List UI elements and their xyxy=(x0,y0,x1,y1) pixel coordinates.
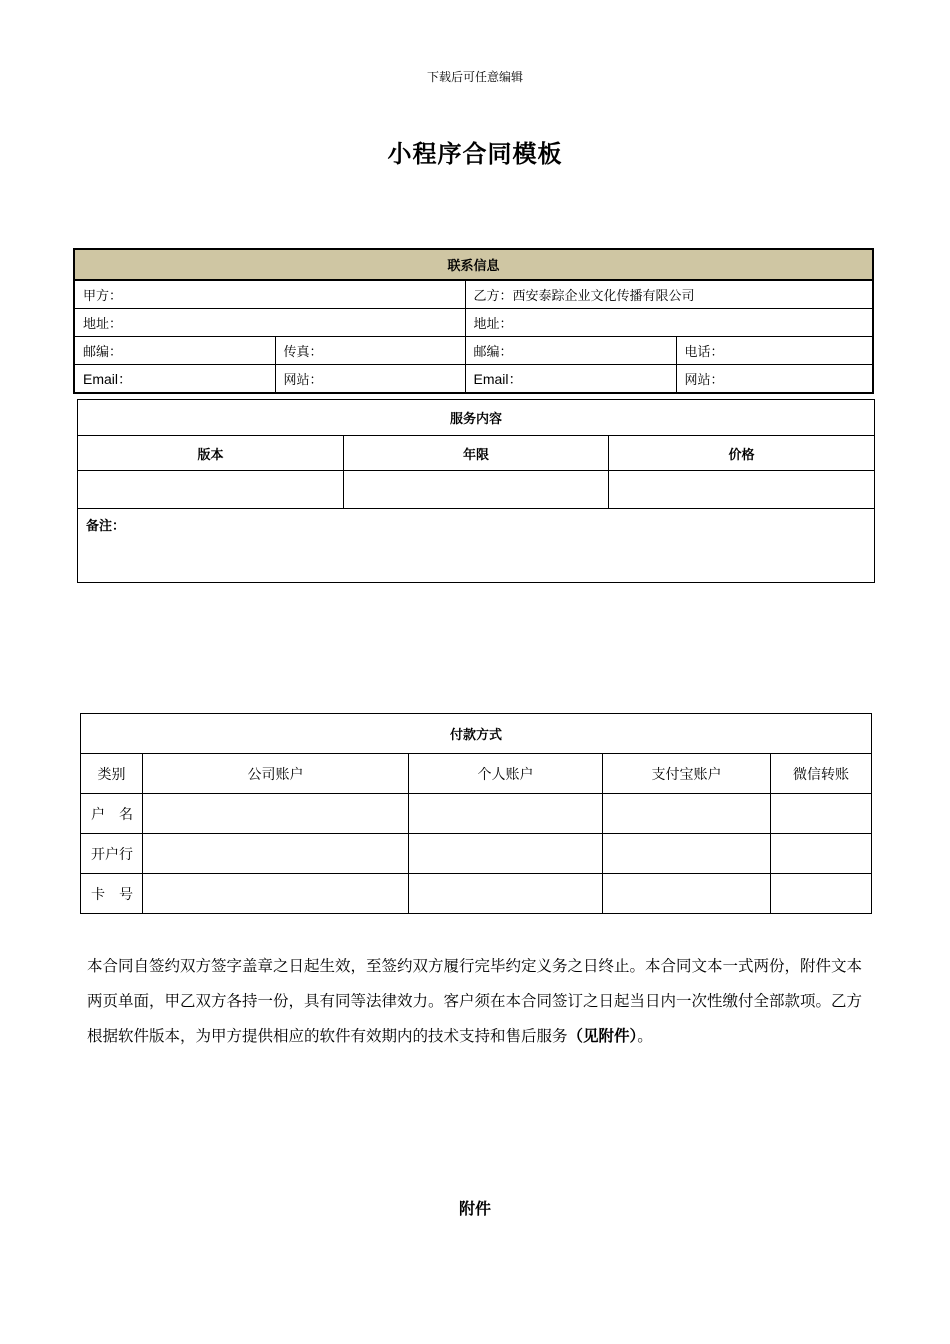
party-b-address-field[interactable]: 地址： xyxy=(465,309,873,337)
row-label-bank: 开户行 xyxy=(81,834,143,874)
table-cell[interactable] xyxy=(771,834,872,874)
party-a-field[interactable]: 甲方： xyxy=(74,280,465,309)
payment-method-table xyxy=(80,713,872,914)
column-header-price: 价格 xyxy=(609,436,875,471)
table-cell[interactable] xyxy=(603,834,771,874)
table-cell[interactable] xyxy=(409,874,603,914)
terms-end-punctuation: 。 xyxy=(637,1027,653,1045)
column-header-version: 版本 xyxy=(78,436,344,471)
payment-section-title: 付款方式 xyxy=(81,714,872,754)
column-header-category: 类别 xyxy=(81,754,143,794)
table-cell[interactable] xyxy=(771,874,872,914)
column-header-term: 年限 xyxy=(344,436,609,471)
party-b-postcode-field[interactable]: 邮编： xyxy=(465,337,676,365)
party-a-postcode-field[interactable]: 邮编： xyxy=(74,337,275,365)
party-a-address-field[interactable]: 地址： xyxy=(74,309,465,337)
party-b-field[interactable]: 乙方：西安泰踪企业文化传播有限公司 xyxy=(465,280,873,309)
contract-terms-text: 本合同自签约双方签字盖章之日起生效，至签约双方履行完毕约定义务之日终止。本合同文本一式两份，附件文本两页单面，甲乙双方各持一份，具有同等法律效力。客户须在本合同签订之日起当日内一次性缴付全部款项。乙方根据软件版本，为甲方提供相应的软件有效期内的技术支持和售后服务 xyxy=(87,957,863,1045)
table-cell[interactable] xyxy=(409,794,603,834)
row-label-account-name: 户 名 xyxy=(81,794,143,834)
table-cell[interactable] xyxy=(603,874,771,914)
term-cell[interactable] xyxy=(344,471,609,509)
contract-terms-paragraph xyxy=(87,949,867,1054)
see-appendix-text: （见附件） xyxy=(567,1027,638,1045)
table-cell[interactable] xyxy=(603,794,771,834)
table-cell[interactable] xyxy=(771,794,872,834)
party-b-website-field[interactable]: 网站： xyxy=(676,365,873,394)
table-cell[interactable] xyxy=(143,874,409,914)
party-b-email-field[interactable]: Email： xyxy=(465,365,676,394)
table-cell[interactable] xyxy=(143,794,409,834)
version-cell[interactable] xyxy=(78,471,344,509)
party-a-website-field[interactable]: 网站： xyxy=(275,365,465,394)
contact-info-table xyxy=(73,248,874,394)
service-section-title: 服务内容 xyxy=(78,400,875,436)
column-header-company-account: 公司账户 xyxy=(143,754,409,794)
column-header-personal-account: 个人账户 xyxy=(409,754,603,794)
party-b-phone-field[interactable]: 电话： xyxy=(676,337,873,365)
row-label-card-number: 卡 号 xyxy=(81,874,143,914)
column-header-alipay-account: 支付宝账户 xyxy=(603,754,771,794)
notes-field[interactable]: 备注： xyxy=(78,509,875,583)
contact-section-title: 联系信息 xyxy=(74,249,873,280)
service-content-table xyxy=(77,399,875,583)
appendix-heading: 附件 xyxy=(458,1199,491,1218)
document-title: 小程序合同模板 xyxy=(387,139,563,168)
party-a-fax-field[interactable]: 传真： xyxy=(275,337,465,365)
header-note: 下载后可任意编辑 xyxy=(426,70,523,84)
price-cell[interactable] xyxy=(609,471,875,509)
table-cell[interactable] xyxy=(409,834,603,874)
table-cell[interactable] xyxy=(143,834,409,874)
party-a-email-field[interactable]: Email： xyxy=(74,365,275,394)
column-header-wechat-transfer: 微信转账 xyxy=(771,754,872,794)
